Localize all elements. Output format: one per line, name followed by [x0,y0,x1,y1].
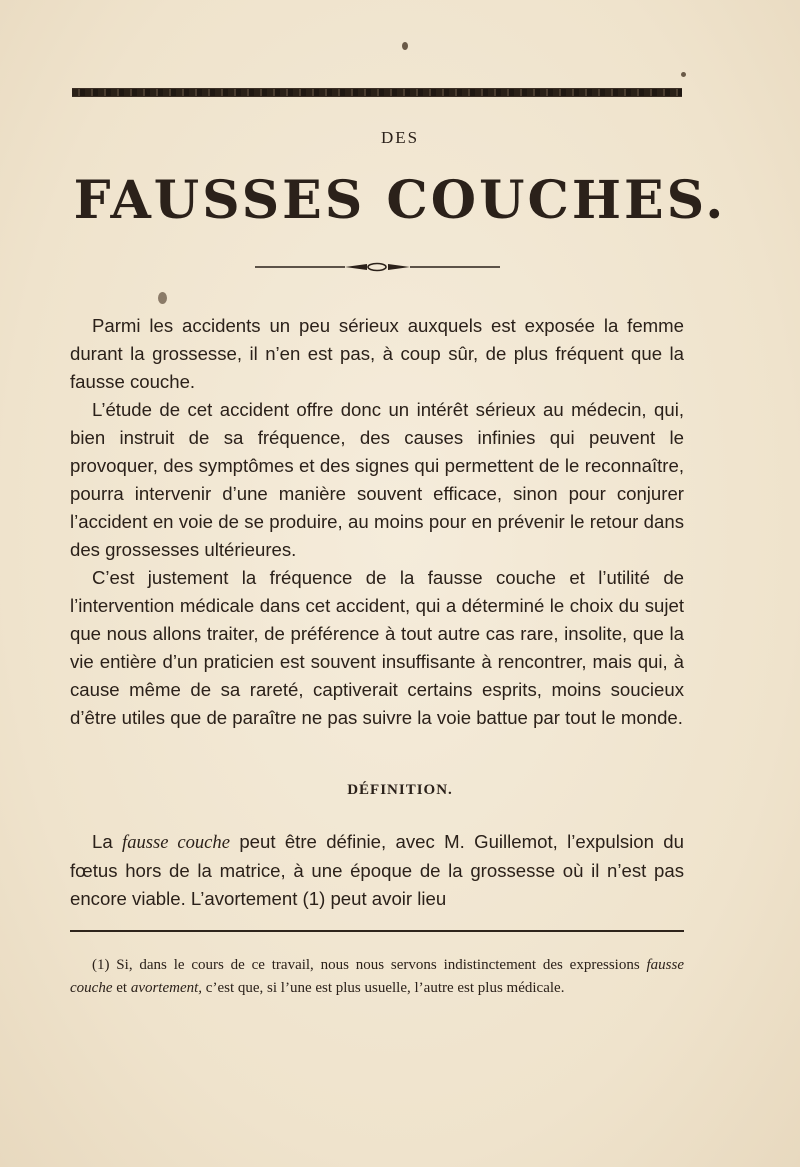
paragraph [70,828,684,913]
text-run: peut être définie, avec M. Guillemot, l’expulsion du fœtus hors de la matrice, à une époque de la grossesse où il n’est pas encore viable. L’avortement (1) peut avoir lieu [70,831,684,909]
header-rule [72,88,682,97]
ink-speck [681,72,686,77]
section-heading: DÉFINITION. [347,782,453,798]
italic-term: fausse couche [70,957,684,996]
paragraph: L’étude de cet accident offre donc un intérêt sérieux au médecin, qui, bien instruit de sa fréquence, des causes infinies qui peuvent le provoquer, des symptômes et des signes qui permettent de le reconnaître, pourra intervenir d’une manière souvent efficace, sinon pour conjurer l’accident en voie de se produire, au moins pour en prévenir le retour dans des grossesses ultérieures. [70,399,684,560]
text-run: La [92,831,123,852]
text-run: et [112,980,131,996]
italic-term: avortement, [130,980,203,996]
body-text [70,312,684,732]
paragraph: Parmi les accidents un peu sérieux auxquels est exposée la femme durant la grossesse, il n’en est pas, à coup sûr, de plus fréquent que la fausse couche. [70,315,684,392]
paragraph: C’est justement la fréquence de la fausse couche et l’utilité de l’intervention médicale dans cet accident, qui a déterminé le choix du sujet que nous allons traiter, de préférence à tout autre cas rare, insolite, que la vie entière d’un praticien est souvent insuffisante à rencontrer, mais qui, à cause même de sa rareté, captiverait certains esprits, moins soucieux d’être utiles que de paraître ne pas suivre la voie battue par tout le monde. [70,567,684,728]
page-title: FAUSSES COUCHES. [73,170,727,231]
definition-text [70,828,684,913]
text-run: c’est que, si l’une est plus usuelle, l’autre est plus médicale. [202,980,565,996]
footnote [70,954,684,1000]
footnote-paragraph [70,954,684,1000]
ink-speck [402,42,408,50]
footnote-rule [70,930,684,932]
ink-speck [158,292,167,304]
italic-term: fausse couche [122,832,230,853]
pre-title: DES [380,128,420,147]
ornament-divider [255,262,500,272]
text-run: (1) Si, dans le cours de ce travail, nous nous servons indistinctement des expressions [92,957,647,973]
